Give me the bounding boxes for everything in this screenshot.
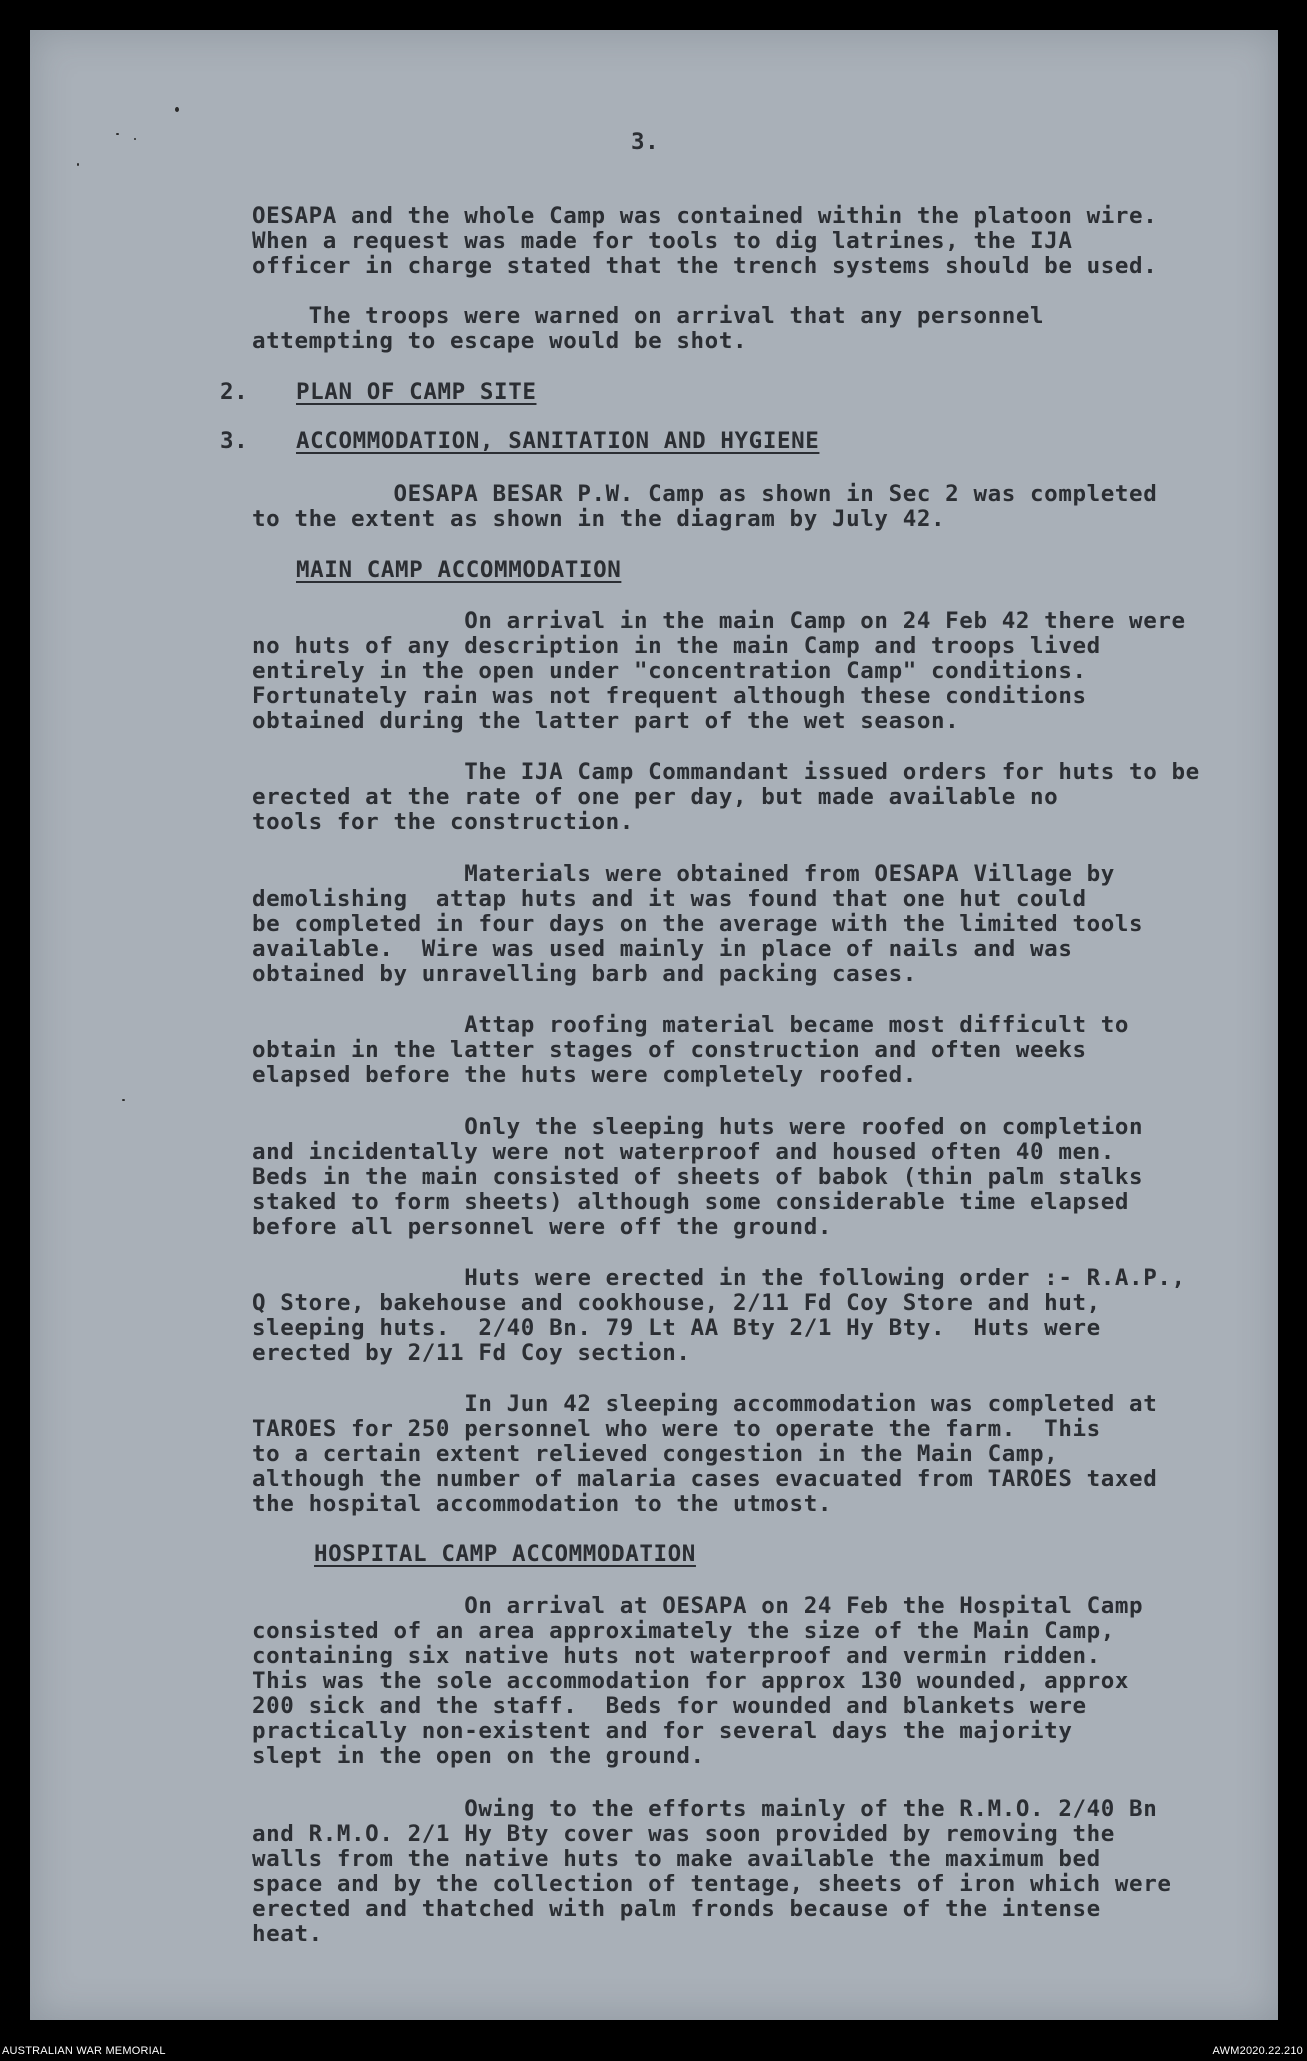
intro-paragraph <box>252 204 1157 279</box>
section-2-title: PLAN OF CAMP SITE <box>296 379 537 405</box>
text-line: This was the sole accommodation for approx 130 wounded, approx <box>252 1668 1130 1694</box>
text-line: erected at the rate of one per day, but made available no <box>252 784 1059 810</box>
text-line: obtained during the latter part of the wet season. <box>252 708 960 734</box>
main-camp-paragraph-1 <box>252 609 1186 734</box>
text-line: erected by 2/11 Fd Coy section. <box>252 1340 691 1366</box>
text-line: entirely in the open under "concentration Camp" conditions. <box>252 658 1087 684</box>
text-line: the hospital accommodation to the utmost. <box>252 1491 832 1517</box>
text-line: containing six native huts not waterproof and vermin ridden. <box>252 1643 1101 1669</box>
text-line: Fortunately rain was not frequent although these conditions <box>252 683 1087 709</box>
text-line: When a request was made for tools to dig latrines, the IJA <box>252 228 1073 254</box>
hospital-paragraph-2 <box>252 1797 1172 1947</box>
text-line: elapsed before the huts were completely roofed. <box>252 1062 917 1088</box>
text-line: The IJA Camp Commandant issued orders for huts to be <box>252 759 1200 785</box>
text-line: Materials were obtained from OESAPA Village by <box>252 861 1115 887</box>
text-line: Only the sleeping huts were roofed on completion <box>252 1114 1144 1140</box>
text-line: walls from the native huts to make available the maximum bed <box>252 1846 1101 1872</box>
text-line: be completed in four days on the average with the limited tools <box>252 911 1144 937</box>
hospital-camp-heading: HOSPITAL CAMP ACCOMMODATION <box>314 1541 696 1567</box>
text-line: erected and thatched with palm fronds because of the intense <box>252 1896 1101 1922</box>
text-line: to the extent as shown in the diagram by July 42. <box>252 506 946 532</box>
text-line: officer in charge stated that the trench systems should be used. <box>252 253 1158 279</box>
main-camp-paragraph-3 <box>252 862 1143 987</box>
warning-paragraph <box>252 304 1044 354</box>
text-line: Beds in the main consisted of sheets of babok (thin palm stalks <box>252 1164 1144 1190</box>
text-line: On arrival at OESAPA on 24 Feb the Hospital Camp <box>252 1593 1144 1619</box>
text-line: OESAPA and the whole Camp was contained within the platoon wire. <box>252 203 1158 229</box>
text-line: staked to form sheets) although some considerable time elapsed <box>252 1189 1130 1215</box>
main-camp-paragraph-7 <box>252 1392 1157 1517</box>
text-line: tools for the construction. <box>252 809 634 835</box>
section-3-number: 3. <box>220 428 249 454</box>
text-line: slept in the open on the ground. <box>252 1743 705 1769</box>
text-line: Attap roofing material became most difficult to <box>252 1012 1130 1038</box>
text-line: In Jun 42 sleeping accommodation was completed at <box>252 1391 1158 1417</box>
document-page <box>30 30 1278 2020</box>
section-3-title: ACCOMMODATION, SANITATION AND HYGIENE <box>296 428 820 454</box>
text-line: TAROES for 250 personnel who were to operate the farm. This <box>252 1416 1101 1442</box>
text-line: On arrival in the main Camp on 24 Feb 42 there were <box>252 608 1186 634</box>
main-camp-paragraph-6 <box>252 1266 1186 1366</box>
text-line: and R.M.O. 2/1 Hy Bty cover was soon provided by removing the <box>252 1821 1115 1847</box>
text-line: OESAPA BESAR P.W. Camp as shown in Sec 2 was completed <box>252 481 1158 507</box>
text-line: heat. <box>252 1921 323 1947</box>
section-2-number: 2. <box>220 379 249 405</box>
hospital-paragraph-1 <box>252 1594 1143 1769</box>
text-line: practically non-existent and for several days the majority <box>252 1718 1073 1744</box>
footer-accession-number: AWM2020.22.210 <box>1212 2045 1303 2057</box>
text-line: no huts of any description in the main Camp and troops lived <box>252 633 1101 659</box>
text-line: demolishing attap huts and it was found that one hut could <box>252 886 1087 912</box>
main-camp-heading: MAIN CAMP ACCOMMODATION <box>296 557 622 583</box>
text-line: Owing to the efforts mainly of the R.M.O. 2/40 Bn <box>252 1796 1158 1822</box>
text-line: Q Store, bakehouse and cookhouse, 2/11 Fd Coy Store and hut, <box>252 1290 1101 1316</box>
text-line: to a certain extent relieved congestion in the Main Camp, <box>252 1441 1059 1467</box>
text-line: and incidentally were not waterproof and housed often 40 men. <box>252 1139 1115 1165</box>
text-line: obtained by unravelling barb and packing cases. <box>252 961 917 987</box>
text-line: available. Wire was used mainly in place of nails and was <box>252 936 1073 962</box>
main-camp-paragraph-5 <box>252 1115 1143 1240</box>
text-line: sleeping huts. 2/40 Bn. 79 Lt AA Bty 2/1 Hy Bty. Huts were <box>252 1315 1101 1341</box>
text-line: obtain in the latter stages of construction and often weeks <box>252 1037 1087 1063</box>
section-3-intro-paragraph <box>252 482 1157 532</box>
page-number: 3. <box>631 129 660 155</box>
text-line: attempting to escape would be shot. <box>252 328 748 354</box>
main-camp-paragraph-2 <box>252 760 1200 835</box>
text-line: although the number of malaria cases evacuated from TAROES taxed <box>252 1466 1158 1492</box>
text-line: before all personnel were off the ground. <box>252 1214 832 1240</box>
text-line: The troops were warned on arrival that any personnel <box>252 303 1045 329</box>
main-camp-paragraph-4 <box>252 1013 1129 1088</box>
footer-credit-left: AUSTRALIAN WAR MEMORIAL <box>2 2045 166 2057</box>
text-line: consisted of an area approximately the size of the Main Camp, <box>252 1618 1115 1644</box>
text-line: Huts were erected in the following order :- R.A.P., <box>252 1265 1186 1291</box>
text-line: space and by the collection of tentage, sheets of iron which were <box>252 1871 1172 1897</box>
text-line: 200 sick and the staff. Beds for wounded and blankets were <box>252 1693 1087 1719</box>
